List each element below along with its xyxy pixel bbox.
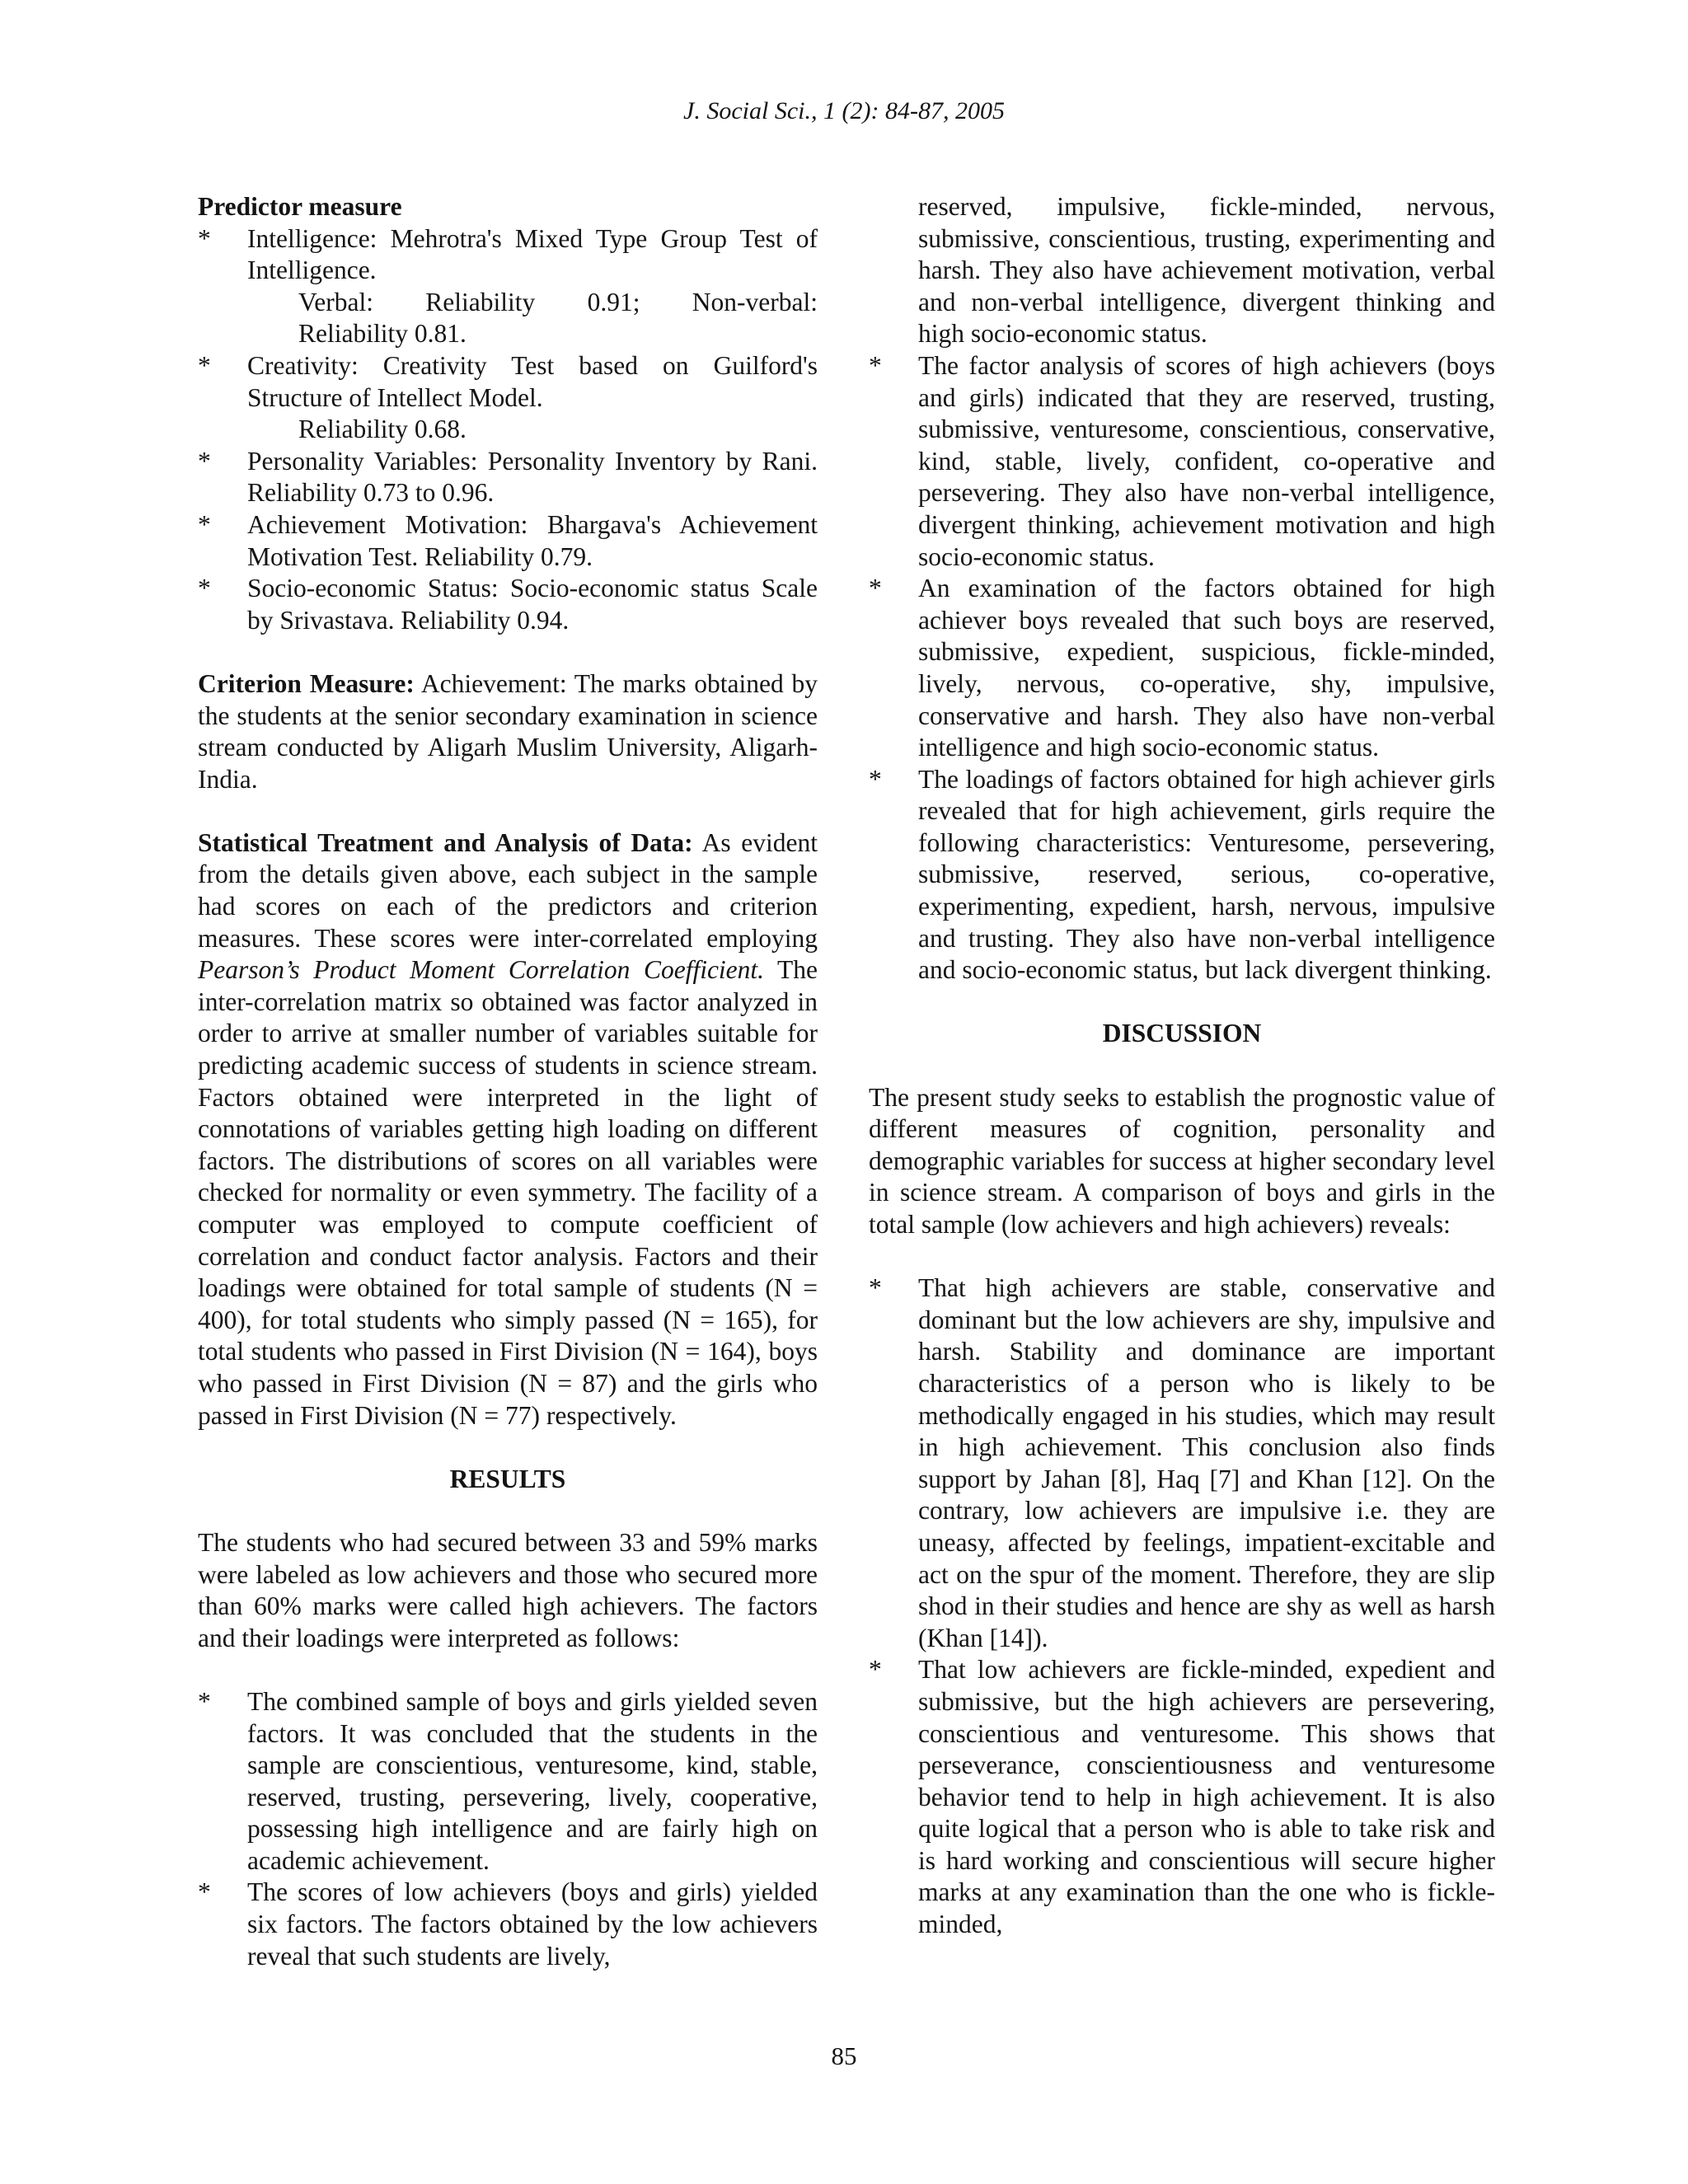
- bullet-star: *: [198, 350, 211, 380]
- bullet-star: *: [869, 350, 882, 380]
- statistical-label: Statistical Treatment and Analysis of Data:: [198, 827, 693, 857]
- bullet-star: *: [869, 1273, 882, 1303]
- criterion-label: Criterion Measure:: [198, 668, 415, 698]
- results-paragraph: The students who had secured between 33 and 59% marks were labeled as low achievers and those who secured more than 60% marks were called high achievers. The factors and their loadings were interpreted as follows:: [198, 1527, 818, 1652]
- pearson-italic: Pearson’s Product Moment Correlation Coefficient.: [198, 955, 765, 985]
- discussion-paragraph: The present study seeks to establish the prognostic value of different measures of cognition, personality and demographic variables for success at higher secondary level in science stream. A comparison of boys and girls in the total sample (low achievers and high achievers) reveals:: [869, 1082, 1495, 1239]
- page-number: 85: [831, 2041, 857, 2070]
- bullet-star: *: [198, 1877, 211, 1907]
- predictor-item: * Achievement Motivation: Bhargava's Achievement Motivation Test. Reliability 0.79.: [198, 509, 818, 571]
- predictor-item: * Personality Variables: Personality Inventory by Rani. Reliability 0.73 to 0.96.: [198, 446, 818, 508]
- results-bullet: * The scores of low achievers (boys and girls) yielded six factors. The factors obtained by the low achievers reveal that such students are lively,: [198, 1877, 818, 1971]
- creativity-reliability: Reliability 0.68.: [298, 415, 467, 444]
- discussion-heading: DISCUSSION: [1102, 1019, 1262, 1048]
- journal-header: J. Social Sci., 1 (2): 84-87, 2005: [683, 97, 1005, 124]
- predictor-heading: Predictor measure: [198, 192, 402, 221]
- discussion-bullet: * That high achievers are stable, conservative and dominant but the low achievers are shy, impulsive and harsh. Stability and dominance are important characteristics of a person who is likely to be methodically engaged in his studies, which may result in high achievement. This conclusion also finds support by Jahan [8], Haq [7] and Khan [12]. On the contrary, low achievers are impulsive i.e. they are uneasy, affected by feelings, impatient-excitable and act on the spur of the moment. Therefore, they are slip shod in their studies and hence are shy as well as harsh (Khan [14]).: [869, 1273, 1495, 1652]
- intelligence-reliability-2: Reliability 0.81.: [298, 319, 467, 349]
- bullet-star: *: [869, 1655, 882, 1685]
- left-column: [198, 191, 818, 1972]
- criterion-text: Achievement: The marks obtained by the students at the senior secondary examination in science stream conducted by Aligarh Muslim University, Aligarh-India.: [198, 668, 818, 794]
- statistical-paragraph: Statistical Treatment and Analysis of Data: As evident from the details given above, each subject in the sample had scores on each of the predictors and criterion measures. These scores were inter-correlated employing Pearson’s Product Moment Correlation Coefficient. The inter-correlation matrix so obtained was factor analyzed in order to arrive at smaller number of variables suitable for predicting academic success of students in science stream. Factors obtained were interpreted in the light of connotations of variables getting high loading on different factors. The distributions of scores on all variables were checked for normality or even symmetry. The facility of a computer was employed to compute coefficient of correlation and conduct factor analysis. Factors and their loadings were obtained for total sample of students (N = 400), for total students who simply passed (N = 165), for total students who passed in First Division (N = 164), boys who passed in First Division (N = 87) and the girls who passed in First Division (N = 77) respectively.: [198, 827, 818, 1430]
- results-bullet: * The factor analysis of scores of high achievers (boys and girls) indicated that they are reserved, trusting, submissive, venturesome, conscientious, conservative, kind, stable, lively, confident, co-operative and persevering. They also have non-verbal intelligence, divergent thinking, achievement motivation and high socio-economic status.: [869, 350, 1495, 571]
- predictor-item: * Intelligence: Mehrotra's Mixed Type Group Test of Intelligence.: [198, 223, 818, 285]
- bullet-star: *: [198, 223, 211, 253]
- results-bullet: * The combined sample of boys and girls yielded seven factors. It was concluded that the students in the sample are conscientious, venturesome, kind, stable, reserved, trusting, persevering, lively, cooperative, possessing high intelligence and are fairly high on academic achievement.: [198, 1686, 818, 1875]
- bullet-star: *: [198, 509, 211, 539]
- bullet-star: *: [198, 574, 211, 603]
- results-bullet-continuation: reserved, impulsive, fickle-minded, nervous, submissive, conscientious, trusting, experimenting and harsh. They also have achievement motivation, verbal and non-verbal intelligence, divergent thinking and high socio-economic status.: [918, 192, 1495, 349]
- discussion-bullet: * That low achievers are fickle-minded, expedient and submissive, but the high achievers are persevering, conscientious and venturesome. This shows that perseverance, conscientiousness and venturesome behavior tend to help in high achievement. It is also quite logical that a person who is able to take risk and is hard working and conscientious will secure higher marks at any examination than the one who is fickle-minded,: [869, 1655, 1495, 1939]
- intelligence-reliability-1: Verbal: Reliability 0.91; Non-verbal:: [298, 287, 818, 316]
- right-column: [869, 191, 1495, 1941]
- bullet-star: *: [869, 574, 882, 603]
- predictor-item: * Creativity: Creativity Test based on Guilford's Structure of Intellect Model.: [198, 350, 818, 412]
- predictor-item: * Socio-economic Status: Socio-economic status Scale by Srivastava. Reliability 0.94.: [198, 574, 818, 635]
- results-bullet: * The loadings of factors obtained for high achiever girls revealed that for high achievement, girls require the following characteristics: Venturesome, persevering, submissive, reserved, serious, co-operative, experimenting, expedient, harsh, nervous, impulsive and trusting. They also have non-verbal intelligence and socio-economic status, but lack divergent thinking.: [869, 764, 1495, 985]
- results-bullet: * An examination of the factors obtained for high achiever boys revealed that such boys are reserved, submissive, expedient, suspicious, fickle-minded, lively, nervous, co-operative, shy, impulsive, conservative and harsh. They also have non-verbal intelligence and high socio-economic status.: [869, 574, 1495, 762]
- results-heading: RESULTS: [449, 1464, 566, 1493]
- bullet-star: *: [869, 764, 882, 794]
- bullet-star: *: [198, 446, 211, 476]
- criterion-paragraph: [198, 668, 818, 795]
- bullet-star: *: [198, 1686, 211, 1716]
